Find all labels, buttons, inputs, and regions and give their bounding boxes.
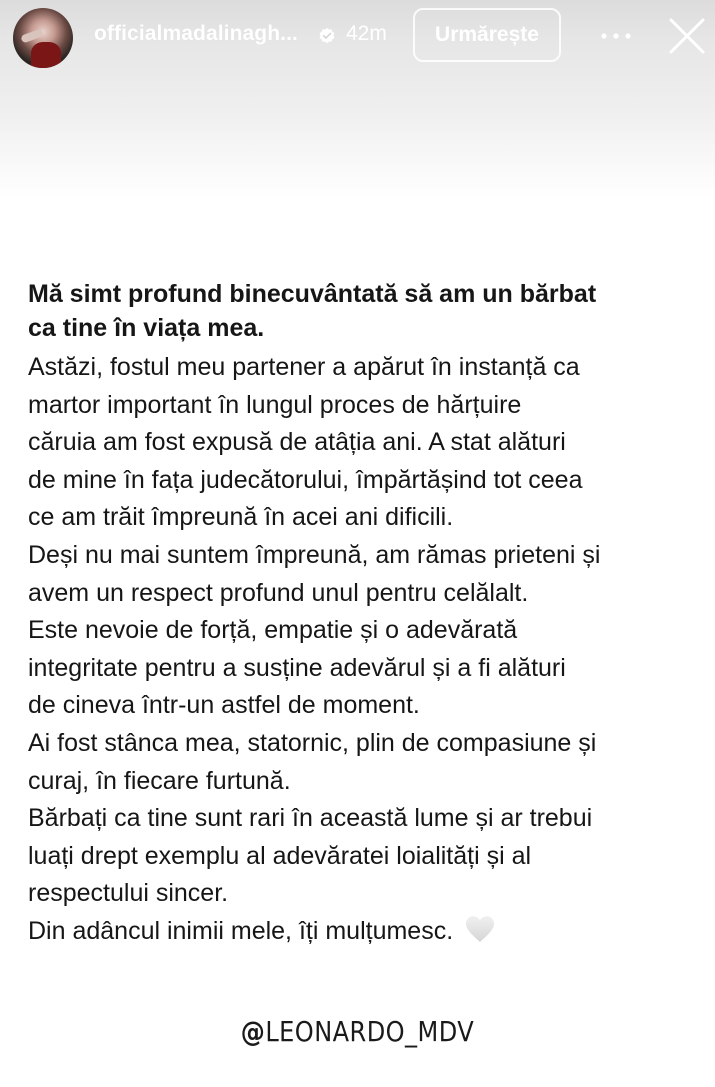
body-line: curaj, în fiecare furtună. xyxy=(28,766,291,795)
threads-at-icon: @ xyxy=(240,1015,266,1048)
body-line: de mine în fața judecătorului, împărtășind tot ceea xyxy=(28,465,583,494)
body-line: căruia am fost expusă de atâția ani. A stat alături xyxy=(28,428,566,457)
body-line: avem un respect profund unul pentru celălalt. xyxy=(28,578,529,607)
story-text xyxy=(28,277,698,951)
body-line: respectului sincer. xyxy=(28,879,229,908)
post-body xyxy=(28,349,698,951)
body-line: Deși nu mai suntem împreună, am rămas prieteni și xyxy=(28,540,601,569)
body-line: martor important în lungul proces de hărțuire xyxy=(28,390,522,419)
mention-sticker[interactable] xyxy=(50,1015,665,1048)
body-line-last xyxy=(28,913,698,951)
close-icon xyxy=(667,16,707,56)
mention-handle: LEONARDO_MDV xyxy=(265,1015,475,1048)
post-heading xyxy=(28,277,698,345)
body-line: ce am trăit împreună în acei ani dificili. xyxy=(28,503,454,532)
username-link[interactable]: officialmadalinagh... xyxy=(94,22,298,45)
more-horizontal-icon xyxy=(598,31,634,41)
body-line: de cineva într-un astfel de moment. xyxy=(28,691,420,720)
post-time: 42m xyxy=(346,22,387,45)
verified-badge-icon xyxy=(318,27,336,45)
body-line: Ai fost stânca mea, statornic, plin de compasiune și xyxy=(28,728,597,757)
close-button[interactable] xyxy=(667,16,707,56)
story-header xyxy=(0,0,715,74)
more-options-button[interactable] xyxy=(596,22,636,50)
avatar[interactable] xyxy=(13,8,73,68)
body-line: Este nevoie de forță, empatie și o adevărată xyxy=(28,616,518,645)
body-line: Astăzi, fostul meu partener a apărut în instanță ca xyxy=(28,353,580,381)
heading-line: ca tine în viața mea. xyxy=(28,314,265,342)
body-line: luați drept exemplu al adevăratei loialități și al xyxy=(28,841,532,870)
heading-line: Mă simt profund binecuvântată să am un bărbat xyxy=(28,280,597,308)
follow-button-label: Urmărește xyxy=(435,23,539,46)
follow-button[interactable] xyxy=(413,8,561,62)
avatar-image-detail xyxy=(31,42,61,68)
body-line: integritate pentru a susține adevărul și a fi alături xyxy=(28,653,566,682)
body-line-text: Din adâncul inimii mele, îți mulțumesc. xyxy=(28,916,454,945)
white-heart-icon xyxy=(465,915,495,943)
body-line: Bărbați ca tine sunt rari în această lume și ar trebui xyxy=(28,804,593,833)
